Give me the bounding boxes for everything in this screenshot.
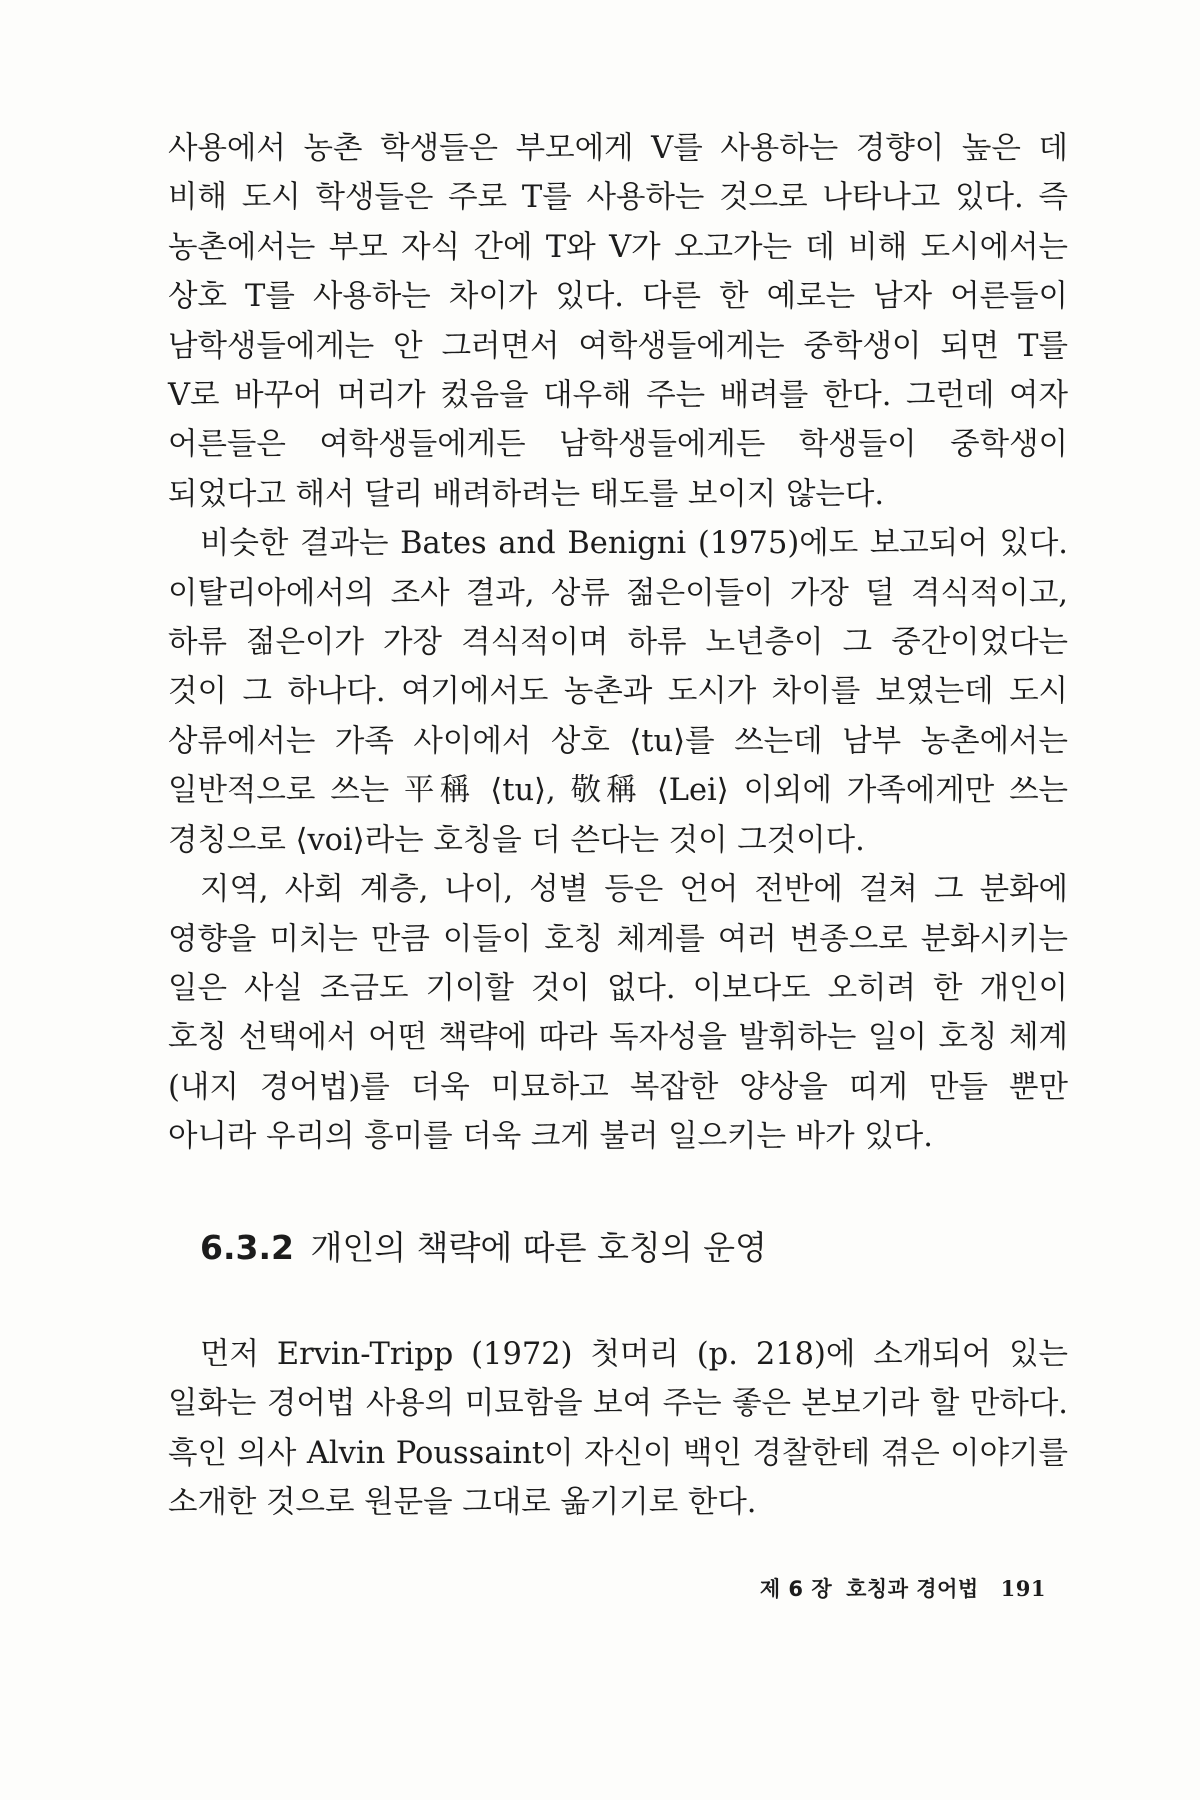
body-text-block bbox=[168, 124, 1068, 1162]
page-number: 191 bbox=[1000, 1576, 1046, 1601]
paragraph-individual-strategy: 지역, 사회 계층, 나이, 성별 등은 언어 전반에 걸쳐 그 분화에 영향을 미치는 만큼 이들이 호칭 체계를 여러 변종으로 분화시키는 일은 사실 조금도 기이할 것이 없다. 이보다도 오히려 한 개인이 호칭 선택에서 어떤 책략에 따라 독자성을 발휘하는 일이 호칭 체계 (내지 경어법)를 더욱 미묘하고 복잡한 양상을 띠게 만들 뿐만 아니라 우리의 흥미를 더욱 크게 불러 일으키는 바가 있다. bbox=[168, 872, 1068, 1155]
chapter-title: 호칭과 경어법 bbox=[846, 1577, 979, 1601]
running-footer bbox=[760, 1574, 1046, 1604]
section-heading bbox=[200, 1224, 767, 1272]
chapter-label: 제 6 장 bbox=[759, 1577, 833, 1601]
paragraph-bates-benigni: 비슷한 결과는 Bates and Benigni (1975)에도 보고되어 있다. 이탈리아에서의 조사 결과, 상류 젊은이들이 가장 덜 격식적이고, 하류 젊은이가 가장 격식적이며 하류 노년층이 그 중간이었다는 것이 그 하나다. 여기에서도 농촌과 도시가 차이를 보였는데 도시 상류에서는 가족 사이에서 상호 ⟨tu⟩를 쓰는데 남부 농촌에서는 일반적으로 쓰는 平稱 ⟨tu⟩, 敬稱 ⟨Lei⟩ 이외에 가족에게만 쓰는 경칭으로 ⟨voi⟩라는 호칭을 더 쓴다는 것이 그것이다. bbox=[168, 526, 1068, 858]
paragraph-ervin-tripp: 먼저 Ervin-Tripp (1972) 첫머리 (p. 218)에 소개되어 있는 일화는 경어법 사용의 미묘함을 보여 주는 좋은 본보기라 할 만하다. 흑인 의사 Alvin Poussaint이 자신이 백인 경찰한테 겪은 이야기를 소개한 것으로 원문을 그대로 옮기기로 한다. bbox=[168, 1337, 1068, 1521]
paragraph-continued: 사용에서 농촌 학생들은 부모에게 V를 사용하는 경향이 높은 데 비해 도시 학생들은 주로 T를 사용하는 것으로 나타나고 있다. 즉 농촌에서는 부모 자식 간에 T와 V가 오고가는 데 비해 도시에서는 상호 T를 사용하는 차이가 있다. 다른 한 예로는 남자 어른들이 남학생들에게는 안 그러면서 여학생들에게는 중학생이 되면 T를 V로 바꾸어 머리가 컸음을 대우해 주는 배려를 한다. 그런데 여자 어른들은 여학생들에게든 남학생들에게든 학생들이 중학생이 되었다고 해서 달리 배려하려는 태도를 보이지 않는다. bbox=[168, 131, 1068, 512]
section-number: 6.3.2 bbox=[200, 1228, 294, 1267]
section-text-block bbox=[168, 1330, 1068, 1528]
section-title: 개인의 책략에 따른 호칭의 운영 bbox=[310, 1228, 767, 1267]
